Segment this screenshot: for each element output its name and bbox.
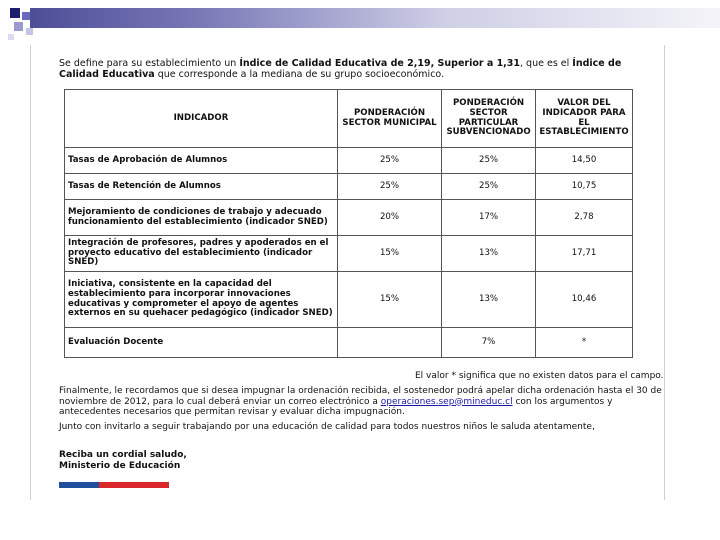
closing-text-2: con los argumentos y antecedentes necesarios que permitan revisar y evaluar dicha impugnación.	[59, 396, 613, 417]
decor-square-4	[26, 28, 33, 35]
cell-particular: 7%	[442, 328, 536, 358]
document-page	[30, 45, 665, 500]
header-valor-indicador: VALOR DEL INDICADOR PARA EL ESTABLECIMIENTO	[536, 90, 633, 148]
decor-square-1	[10, 8, 20, 18]
cell-indicador: Iniciativa, consistente en la capacidad del establecimiento para incorporar innovaciones educativas y comprometer el apoyo de agentes externos en su quehacer pedagógico (indicador SNED)	[65, 272, 338, 328]
cell-particular: 13%	[442, 236, 536, 272]
table-row	[65, 272, 633, 328]
cell-municipal	[337, 328, 441, 358]
cell-indicador: Tasas de Retención de Alumnos	[65, 174, 338, 200]
cell-particular: 13%	[442, 272, 536, 328]
decor-square-3	[14, 22, 23, 31]
cell-municipal: 15%	[337, 272, 441, 328]
cell-valor: *	[536, 328, 633, 358]
closing-section	[59, 386, 667, 436]
intro-text-1: Se define para su establecimiento un	[59, 58, 240, 69]
table-row	[65, 174, 633, 200]
cell-valor: 2,78	[536, 200, 633, 236]
cell-municipal: 25%	[337, 148, 441, 174]
cell-indicador: Tasas de Aprobación de Alumnos	[65, 148, 338, 174]
signature-block	[59, 450, 187, 471]
indicator-table	[64, 89, 633, 358]
signature-greeting: Reciba un cordial saludo,	[59, 450, 187, 460]
table-row	[65, 328, 633, 358]
cell-particular: 25%	[442, 148, 536, 174]
decor-square-2	[22, 12, 30, 20]
flag-red-segment	[99, 482, 169, 488]
closing-paragraph-2: Junto con invitarlo a seguir trabajando por una educación de calidad para todos nuestros niños le saluda atentamente,	[59, 421, 595, 432]
table-header-row	[65, 90, 633, 148]
decor-square-5	[8, 34, 14, 40]
intro-paragraph	[59, 58, 659, 80]
ministry-flag-bar	[59, 482, 169, 488]
cell-indicador: Integración de profesores, padres y apoderados en el proyecto educativo del establecimiento (indicador SNED)	[65, 236, 338, 272]
cell-municipal: 15%	[337, 236, 441, 272]
asterisk-note: El valor * significa que no existen datos para el campo.	[415, 371, 664, 381]
header-band	[30, 8, 720, 28]
cell-valor: 14,50	[536, 148, 633, 174]
cell-indicador: Evaluación Docente	[65, 328, 338, 358]
cell-indicador: Mejoramiento de condiciones de trabajo y adecuado funcionamiento del establecimiento (indicador SNED)	[65, 200, 338, 236]
header-indicador: INDICADOR	[65, 90, 338, 148]
cell-valor: 10,75	[536, 174, 633, 200]
cell-particular: 25%	[442, 174, 536, 200]
table-row	[65, 236, 633, 272]
flag-blue-segment	[59, 482, 99, 488]
header-ponderacion-particular: PONDERACIÓN SECTOR PARTICULAR SUBVENCIONADO	[442, 90, 536, 148]
intro-index-value: Índice de Calidad Educativa de 2,19, Superior a 1,31	[239, 58, 521, 69]
intro-index-label: Índice de Calidad Educativa	[59, 58, 622, 80]
table-row	[65, 148, 633, 174]
cell-municipal: 25%	[337, 174, 441, 200]
cell-particular: 17%	[442, 200, 536, 236]
table-row	[65, 200, 633, 236]
closing-text-1: Finalmente, le recordamos que si desea impugnar la ordenación recibida, el sostenedor podrá apelar dicha ordenación hasta el 30 de noviembre de 2012, para lo cual deberá enviar un correo electrónico a	[59, 386, 662, 407]
intro-text-2: , que es el	[520, 58, 573, 69]
cell-municipal: 20%	[337, 200, 441, 236]
cell-valor: 10,46	[536, 272, 633, 328]
signature-ministry: Ministerio de Educación	[59, 460, 181, 471]
header-ponderacion-municipal: PONDERACIÓN SECTOR MUNICIPAL	[337, 90, 441, 148]
cell-valor: 17,71	[536, 236, 633, 272]
closing-paragraph-1	[59, 386, 667, 418]
email-link[interactable]: operaciones.sep@mineduc.cl	[380, 396, 513, 407]
intro-text-3: que corresponde a la mediana de su grupo socioeconómico.	[154, 69, 445, 80]
